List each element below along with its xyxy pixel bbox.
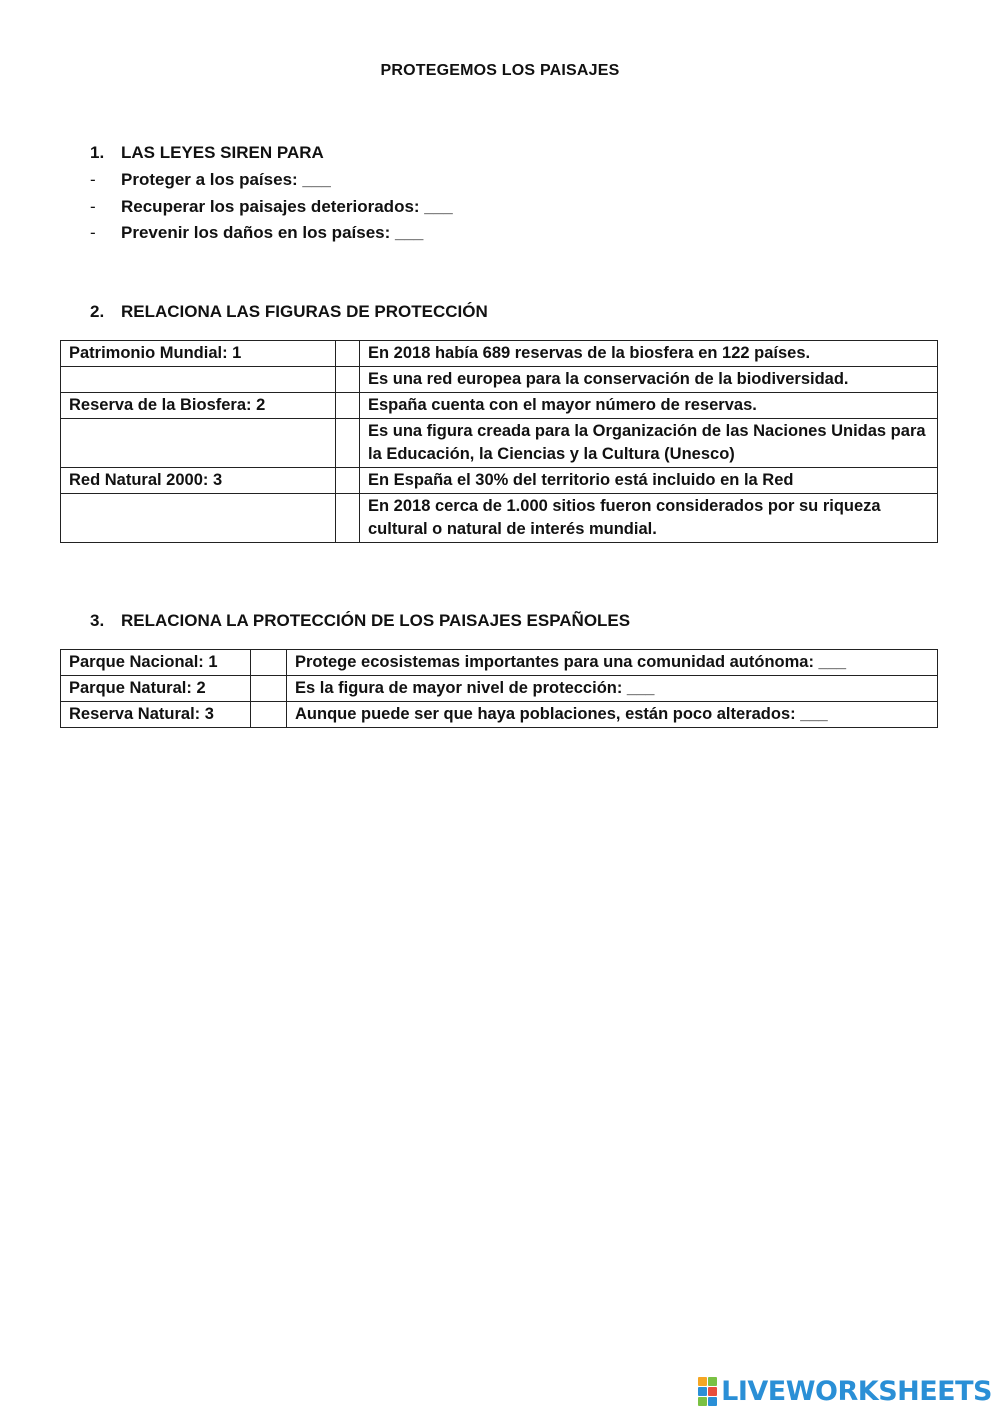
answer-cell[interactable] — [336, 419, 360, 468]
answer-cell[interactable] — [251, 676, 287, 702]
figure-name-cell — [61, 494, 336, 543]
section-1-heading — [90, 143, 324, 163]
section-1-list — [90, 169, 453, 249]
paisajes-espanoles-table — [60, 649, 938, 728]
answer-cell[interactable] — [336, 468, 360, 494]
bullet-dash: - — [90, 196, 96, 216]
answer-cell[interactable] — [251, 702, 287, 728]
protection-name-cell: Parque Nacional: 1 — [61, 650, 251, 676]
description-cell: Es una figura creada para la Organización de las Naciones Unidas para la Educación, la Ciencias y la Cultura (Unesco) — [360, 419, 938, 468]
section-2-number: 2. — [90, 302, 105, 321]
protection-name-cell: Reserva Natural: 3 — [61, 702, 251, 728]
figure-name-cell — [61, 367, 336, 393]
description-cell: Aunque puede ser que haya poblaciones, están poco alterados: ___ — [287, 702, 938, 728]
figure-name-cell: Patrimonio Mundial: 1 — [61, 341, 336, 367]
answer-cell[interactable] — [336, 393, 360, 419]
page-title: PROTEGEMOS LOS PAISAJES — [380, 62, 620, 79]
list-item-text: Recuperar los paisajes deteriorados: ___ — [121, 196, 453, 216]
table-row — [61, 367, 938, 393]
answer-cell[interactable] — [336, 367, 360, 393]
table-row — [61, 702, 938, 728]
table-row — [61, 676, 938, 702]
list-item — [90, 222, 453, 249]
description-cell: En 2018 cerca de 1.000 sitios fueron considerados por su riqueza cultural o natural de interés mundial. — [360, 494, 938, 543]
answer-cell[interactable] — [336, 494, 360, 543]
section-1-number: 1. — [90, 143, 105, 162]
table-row — [61, 650, 938, 676]
section-2-heading — [90, 302, 488, 322]
table-row — [61, 393, 938, 419]
figure-name-cell: Reserva de la Biosfera: 2 — [61, 393, 336, 419]
liveworksheets-logo[interactable] — [698, 1376, 992, 1407]
section-3-title: RELACIONA LA PROTECCIÓN DE LOS PAISAJES ESPAÑOLES — [121, 611, 631, 630]
bullet-dash: - — [90, 170, 96, 189]
list-item — [90, 169, 453, 196]
description-cell: España cuenta con el mayor número de reservas. — [360, 393, 938, 419]
protection-name-cell: Parque Natural: 2 — [61, 676, 251, 702]
table-row — [61, 341, 938, 367]
figuras-proteccion-table — [60, 340, 938, 543]
section-3-heading — [90, 611, 630, 631]
bullet-dash: - — [90, 223, 96, 242]
description-cell: En España el 30% del territorio está incluido en la Red — [360, 468, 938, 494]
table-row — [61, 419, 938, 468]
table-row — [61, 494, 938, 543]
list-item-text: Proteger a los países: ___ — [121, 170, 331, 189]
answer-cell[interactable] — [251, 650, 287, 676]
description-cell: En 2018 había 689 reservas de la biosfera en 122 países. — [360, 341, 938, 367]
description-cell: Es una red europea para la conservación de la biodiversidad. — [360, 367, 938, 393]
figure-name-cell — [61, 419, 336, 468]
answer-cell[interactable] — [336, 341, 360, 367]
section-2-title: RELACIONA LAS FIGURAS DE PROTECCIÓN — [121, 302, 488, 321]
description-cell: Protege ecosistemas importantes para una comunidad autónoma: ___ — [287, 650, 938, 676]
section-3-number: 3. — [90, 611, 105, 630]
liveworksheets-logo-icon — [698, 1377, 717, 1406]
section-1-title: LAS LEYES SIREN PARA — [121, 143, 324, 162]
table-row — [61, 468, 938, 494]
figure-name-cell: Red Natural 2000: 3 — [61, 468, 336, 494]
logo-text: LIVEWORKSHEETS — [721, 1376, 992, 1407]
list-item — [90, 196, 453, 223]
list-item-text: Prevenir los daños en los países: ___ — [121, 223, 424, 242]
description-cell: Es la figura de mayor nivel de protección: ___ — [287, 676, 938, 702]
